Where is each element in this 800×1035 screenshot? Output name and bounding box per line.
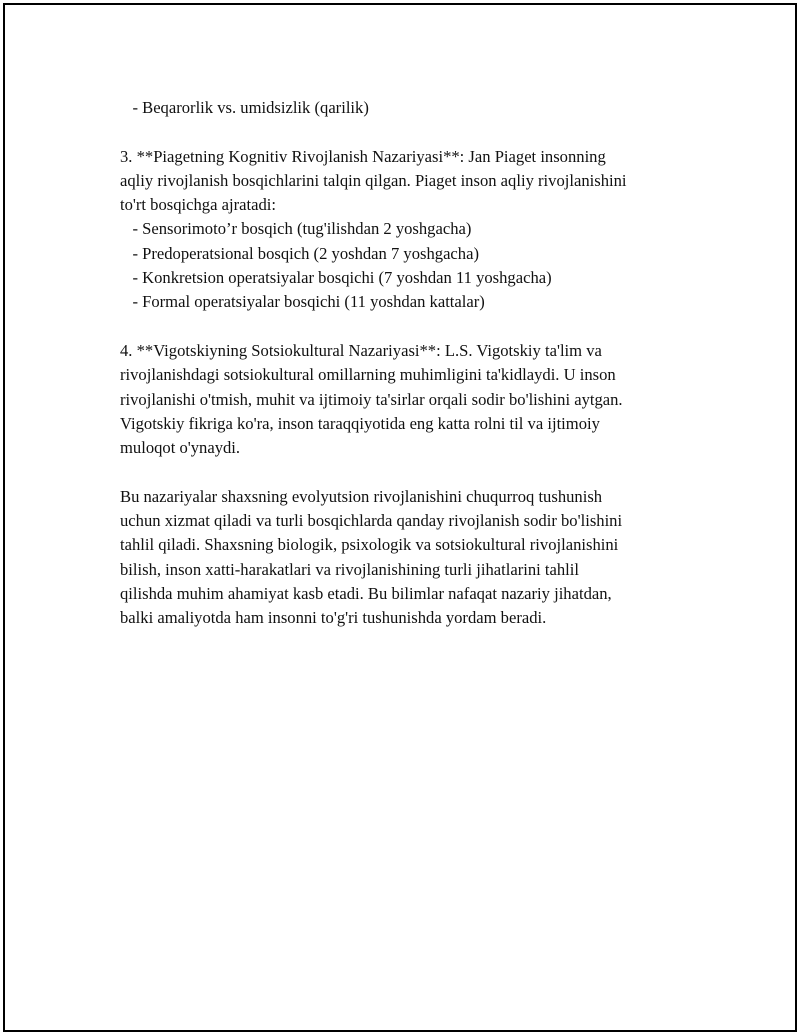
paragraph-line: to'rt bosqichga ajratadi: — [120, 195, 276, 215]
paragraph-line: balki amaliyotda ham insonni to'g'ri tushunishda yordam beradi. — [120, 608, 547, 628]
paragraph-line: bilish, inson xatti-harakatlari va rivojlanishining turli jihatlarini tahlil — [120, 559, 580, 579]
paragraph-line: rivojlanishi o'tmish, muhit va ijtimoiy ta'sirlar orqali sodir bo'lishini aytgan. — [120, 389, 623, 409]
paragraph-gap — [120, 460, 690, 484]
list-item: - Sensorimoto’r bosqich (tug'ilishdan 2 yoshgacha) — [120, 219, 472, 239]
paragraph-line: uchun xizmat qiladi va turli bosqichlarda qanday rivojlanish sodir bo'lishini — [120, 511, 623, 531]
list-item: - Konkretsion operatsiyalar bosqichi (7 yoshdan 11 yoshgacha) — [120, 268, 552, 288]
list-item: - Formal operatsiyalar bosqichi (11 yoshdan kattalar) — [120, 292, 485, 312]
paragraph-line: qilishda muhim ahamiyat kasb etadi. Bu bilimlar nafaqat nazariy jihatdan, — [120, 583, 612, 603]
paragraph-line: tahlil qiladi. Shaxsning biologik, psixologik va sotsiokultural rivojlanishini — [120, 535, 619, 555]
paragraph-line: 3. **Piagetning Kognitiv Rivojlanish Nazariyasi**: Jan Piaget insonning — [120, 146, 606, 166]
paragraph-line: muloqot o'ynaydi. — [120, 438, 241, 458]
paragraph-line: Vigotskiy fikriga ko'ra, inson taraqqiyotida eng katta rolni til va ijtimoiy — [120, 413, 600, 433]
paragraph-line: Bu nazariyalar shaxsning evolyutsion rivojlanishini chuqurroq tushunish — [120, 486, 603, 506]
paragraph-line: rivojlanishdagi sotsiokultural omillarning muhimligini ta'kidlaydi. U inson — [120, 365, 616, 385]
paragraph-gap — [120, 315, 690, 339]
document-body — [120, 96, 690, 631]
paragraph-line: aqliy rivojlanish bosqichlarini talqin qilgan. Piaget inson aqliy rivojlanishini — [120, 170, 627, 190]
document-page — [3, 3, 797, 1032]
paragraph-line: 4. **Vigotskiyning Sotsiokultural Nazariyasi**: L.S. Vigotskiy ta'lim va — [120, 340, 602, 360]
list-item: - Beqarorlik vs. umidsizlik (qarilik) — [120, 98, 369, 117]
paragraph-gap — [120, 120, 690, 144]
list-item: - Predoperatsional bosqich (2 yoshdan 7 yoshgacha) — [120, 243, 479, 263]
